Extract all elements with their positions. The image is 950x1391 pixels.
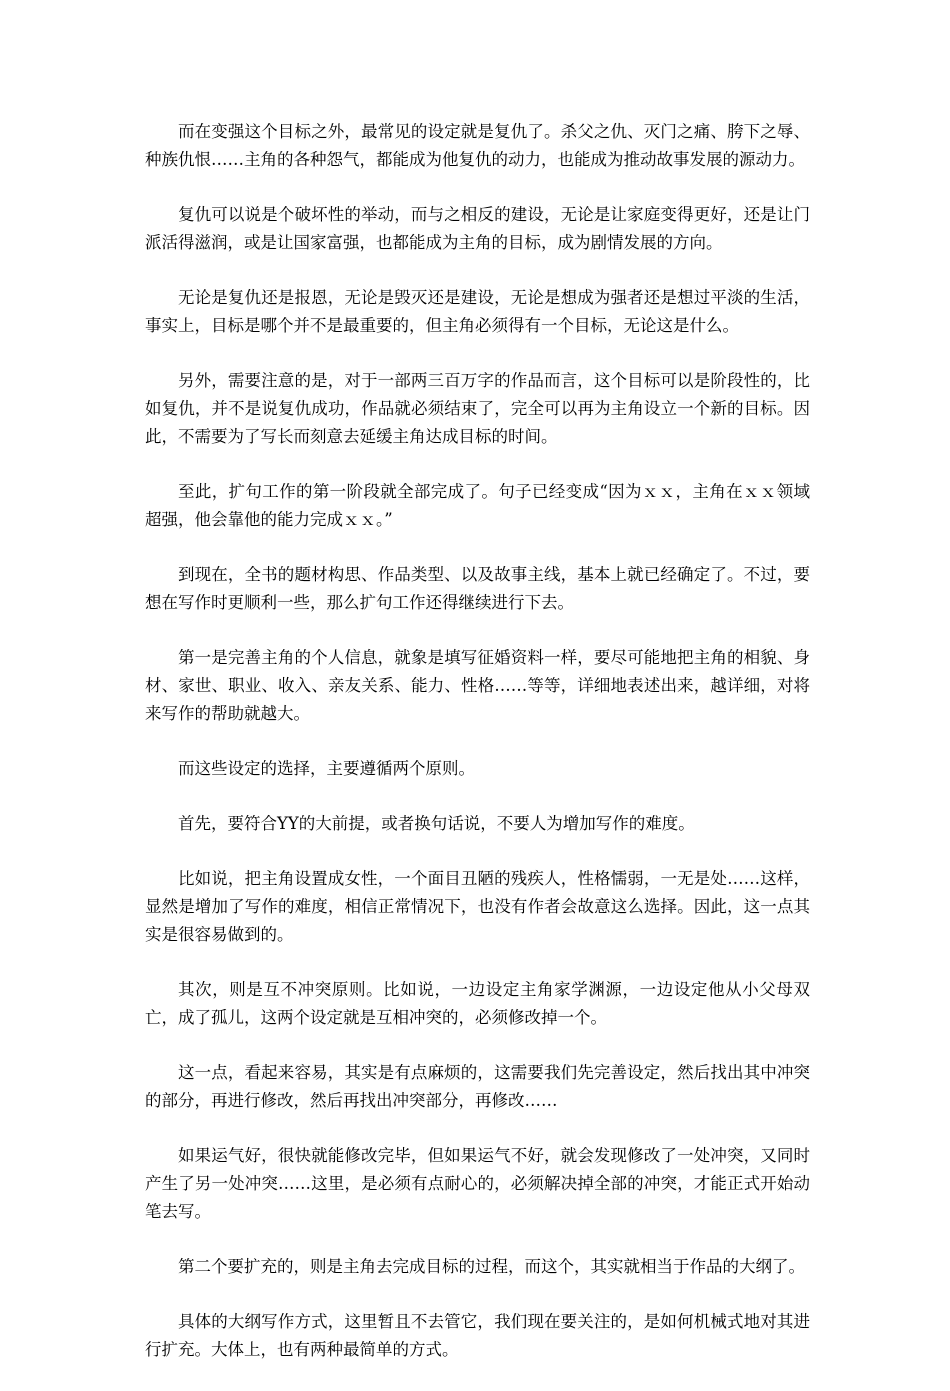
paragraph: 第一是完善主角的个人信息，就象是填写征婚资料一样，要尽可能地把主角的相貌、身材、家世、职业、收入、亲友关系、能力、性格……等等，详细地表述出来，越详细，对将来写作的帮助就越大。 bbox=[145, 648, 810, 723]
paragraph: 其次，则是互不冲突原则。比如说，一边设定主角家学渊源，一边设定他从小父母双亡，成了孤儿，这两个设定就是互相冲突的，必须修改掉一个。 bbox=[145, 980, 810, 1027]
document-body bbox=[145, 118, 810, 1391]
paragraph: 具体的大纲写作方式，这里暂且不去管它，我们现在要关注的，是如何机械式地对其进行扩充。大体上，也有两种最简单的方式。 bbox=[145, 1312, 810, 1359]
paragraph: 比如说，把主角设置成女性，一个面目丑陋的残疾人，性格懦弱，一无是处……这样，显然是增加了写作的难度，相信正常情况下，也没有作者会故意这么选择。因此，这一点其实是很容易做到的。 bbox=[145, 869, 810, 944]
paragraph: 至此，扩句工作的第一阶段就全部完成了。句子已经变成“因为ｘｘ，主角在ｘｘ领域超强，他会靠他的能力完成ｘｘ。” bbox=[145, 482, 810, 529]
paragraph: 另外，需要注意的是，对于一部两三百万字的作品而言，这个目标可以是阶段性的，比如复仇，并不是说复仇成功，作品就必须结束了，完全可以再为主角设立一个新的目标。因此，不需要为了写长而刻意去延缓主角达成目标的时间。 bbox=[145, 371, 810, 446]
paragraph: 如果运气好，很快就能修改完毕，但如果运气不好，就会发现修改了一处冲突，又同时产生了另一处冲突……这里，是必须有点耐心的，必须解决掉全部的冲突，才能正式开始动笔去写。 bbox=[145, 1146, 810, 1221]
paragraph: 复仇可以说是个破坏性的举动，而与之相反的建设，无论是让家庭变得更好，还是让门派活得滋润，或是让国家富强，也都能成为主角的目标，成为剧情发展的方向。 bbox=[145, 205, 810, 252]
paragraph: 而这些设定的选择，主要遵循两个原则。 bbox=[178, 759, 475, 778]
paragraph: 而在变强这个目标之外，最常见的设定就是复仇了。杀父之仇、灭门之痛、胯下之辱、种族仇恨……主角的各种怨气，都能成为他复仇的动力，也能成为推动故事发展的源动力。 bbox=[145, 122, 810, 169]
paragraph: 到现在，全书的题材构思、作品类型、以及故事主线，基本上就已经确定了。不过，要想在写作时更顺利一些，那么扩句工作还得继续进行下去。 bbox=[145, 565, 810, 612]
paragraph: 首先，要符合YY的大前提，或者换句话说，不要人为增加写作的难度。 bbox=[178, 814, 695, 833]
paragraph: 无论是复仇还是报恩，无论是毁灭还是建设，无论是想成为强者还是想过平淡的生活，事实上，目标是哪个并不是最重要的，但主角必须得有一个目标，无论这是什么。 bbox=[145, 288, 810, 335]
paragraph: 第二个要扩充的，则是主角去完成目标的过程，而这个，其实就相当于作品的大纲了。 bbox=[178, 1257, 805, 1276]
paragraph: 这一点，看起来容易，其实是有点麻烦的，这需要我们先完善设定，然后找出其中冲突的部分，再进行修改，然后再找出冲突部分，再修改…… bbox=[145, 1063, 810, 1110]
